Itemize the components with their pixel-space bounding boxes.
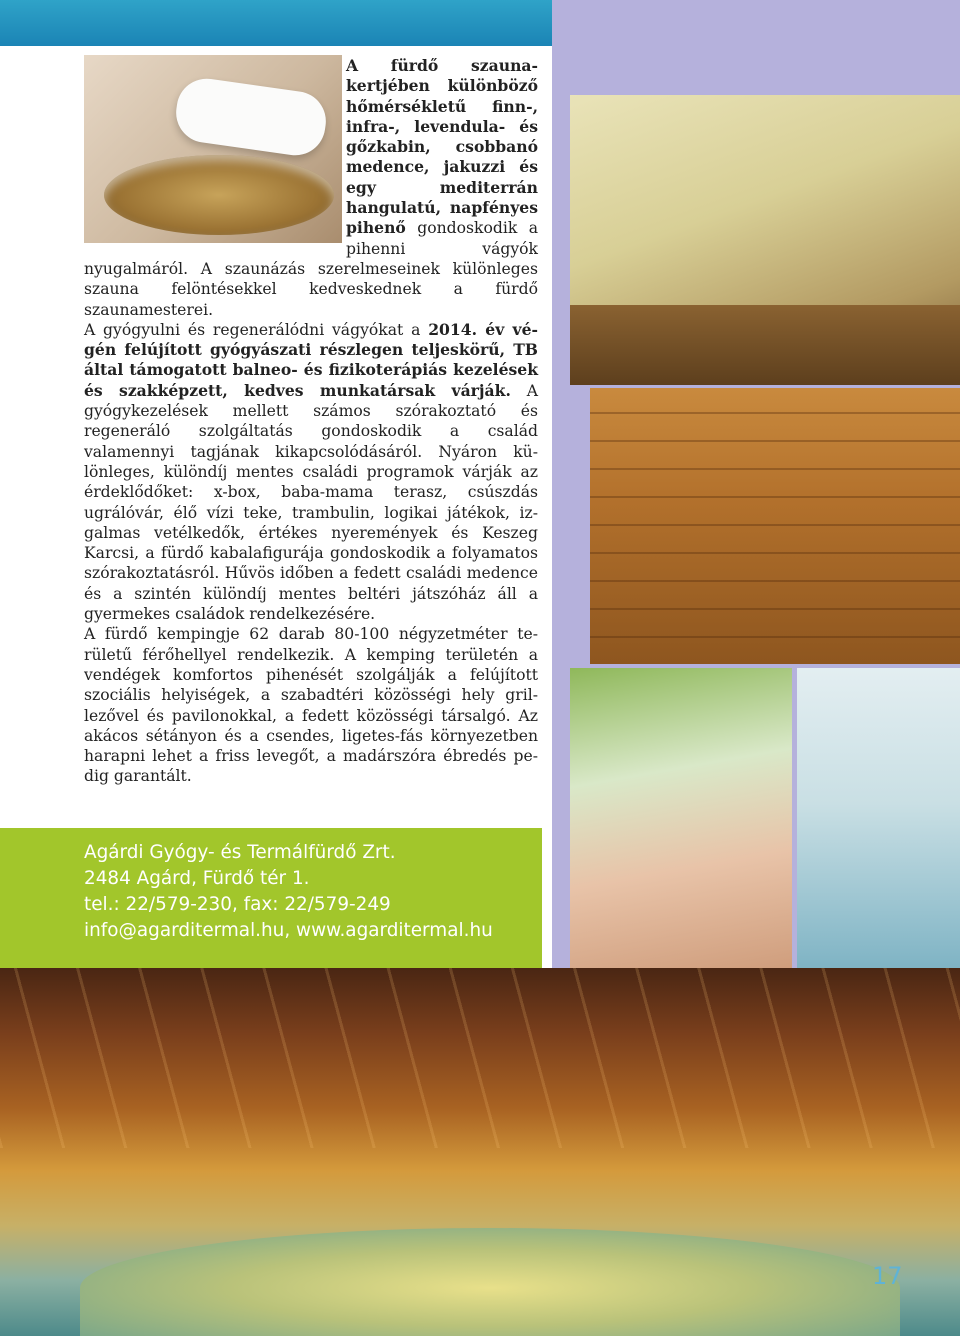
sauna-rest: gondoskodik a pihenni vágyók nyugalmáról. A szaunázás szerelmeseinek különleges szauna felöntésekkel kedveskednek a fürdő szaunamesterei. [84, 219, 538, 319]
hydrotherapy-tub-photo [797, 668, 960, 970]
sauna-couple-photo [570, 95, 960, 385]
contact-block [84, 840, 540, 944]
address: 2484 Agárd, Fürdő tér 1. [84, 868, 310, 889]
sauna-cabin-photo [590, 388, 960, 664]
massage-photo [570, 668, 792, 970]
sauna-lead: A fürdő szaunakertjében különböző hőmérsékletű finn-, infra-, levendula- és gőzkabin, csobbanó medence, jakuzzi és egy mediterrán hangulatú, napfényes pihenő [346, 56, 538, 238]
treatments-bold: 2014. év végén felújított gyógyászati részlegen teljeskörű, TB által támogatott balneo- és fizikoterápiás kezelések és szakképzett, kedves munkatársak várják. [84, 319, 538, 400]
treatments-start: A gyógyulni és regenerálódni vágyókat a [84, 320, 429, 339]
towel-bowl-photo [84, 55, 342, 243]
paragraph-camping: A fürdő kempingje 62 darab 80-100 négyzetméter területű férőhellyel rendelkezik. A kemping területén a vendégek komfortos pihenését szolgálják a felújított szociális helyiségek, a szabadtéri közösségi hely grillezővel és pavilonokkal, a fedett közösségi társalgó. Az akácos sétányon és a csendes, ligetes-fás környezetben harapni lehet a friss levegőt, a madárszóra ébredés pedig garantált. [84, 625, 538, 786]
company-name: Agárdi Gyógy- és Termálfürdő Zrt. [84, 842, 396, 863]
email-web-link[interactable]: info@agarditermal.hu, www.agarditermal.hu [84, 920, 493, 941]
header-color-bar [0, 0, 558, 46]
page-number: 17 [872, 1262, 903, 1290]
paragraph-treatments [84, 320, 538, 624]
treatments-rest: A gyógykezelések mellett számos szórakoztató és regeneráló szolgáltatás gondoskodik a család valamennyi tagjának kikapcsolódásáról. Nyáron különleges, különdíj mentes családi programok várják az érdeklődőket: x-box, baba-mama terasz, csúszdás ugrálóvár, élő vízi teke, trambulin, logikai játékok, izgalmas vetélkedők, értékes nyeremények és Keszeg Karcsi, a fürdő kabalafigurája gondoskodik a folyamatos szórakoztatásról. Hűvös időben a fedett családi medence és a szintén különdíj mentes beltéri játszóház áll a gyermekes családok rendelkezésére. [84, 381, 538, 624]
phone-fax: tel.: 22/579-230, fax: 22/579-249 [84, 894, 391, 915]
indoor-pool-photo [0, 968, 960, 1336]
